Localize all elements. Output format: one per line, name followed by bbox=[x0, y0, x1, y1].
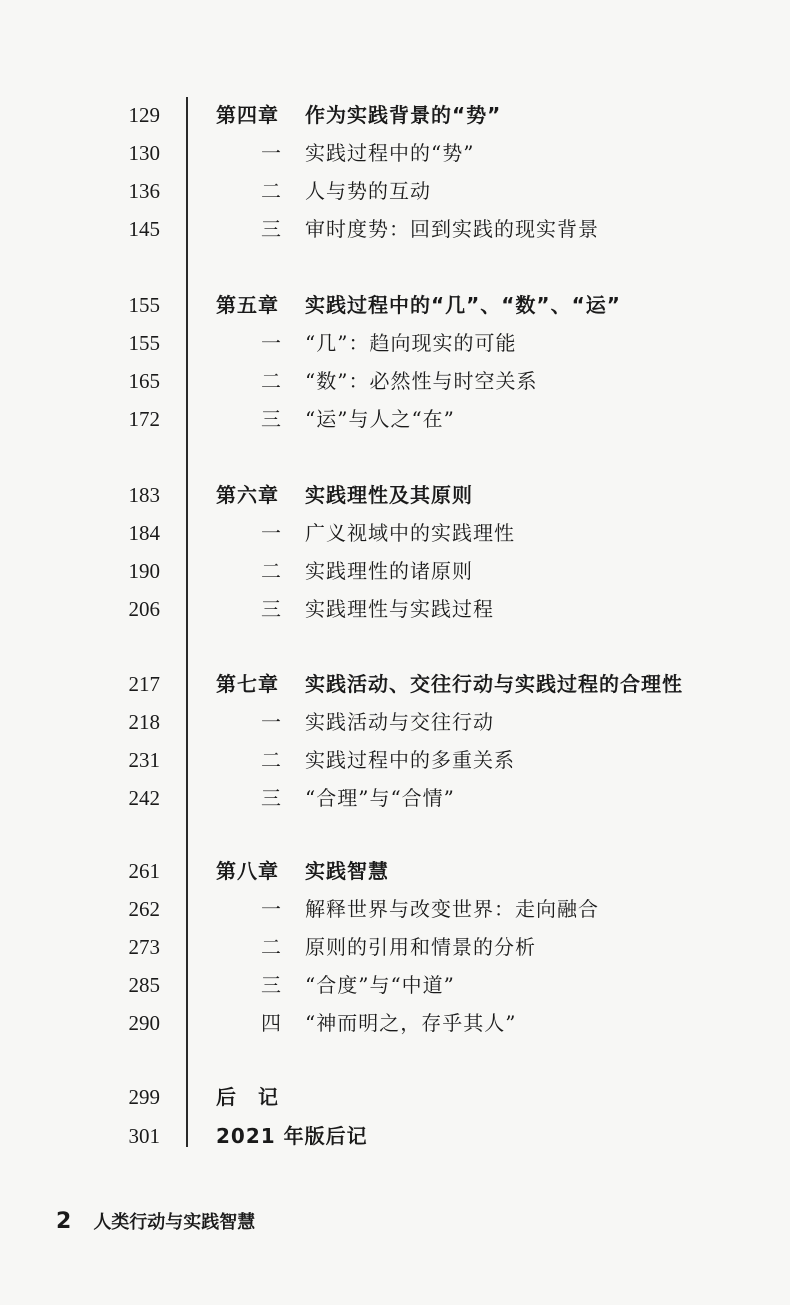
page-number: 261 bbox=[128, 859, 160, 883]
section-number: 二 bbox=[261, 935, 281, 959]
page-number: 183 bbox=[128, 483, 160, 507]
page-number: 285 bbox=[128, 973, 160, 997]
page-number: 155 bbox=[128, 331, 160, 355]
chapter-row[interactable] bbox=[0, 666, 790, 702]
section-title: 解释世界与改变世界：走向融合 bbox=[305, 897, 599, 921]
section-title: “神而明之，存乎其人” bbox=[305, 1011, 517, 1035]
section-row[interactable] bbox=[0, 401, 790, 437]
section-title: “数”：必然性与时空关系 bbox=[305, 369, 538, 393]
section-row[interactable] bbox=[0, 173, 790, 209]
section-number: 三 bbox=[261, 597, 281, 621]
section-title: 人与势的互动 bbox=[305, 179, 431, 203]
section-title: 实践过程中的“势” bbox=[305, 141, 475, 165]
section-number: 三 bbox=[261, 786, 281, 810]
page-number: 218 bbox=[128, 710, 160, 734]
chapter-label: 第八章 bbox=[216, 859, 279, 883]
section-number: 三 bbox=[261, 973, 281, 997]
section-title: 广义视域中的实践理性 bbox=[305, 521, 515, 545]
section-number: 二 bbox=[261, 369, 281, 393]
endmatter-row[interactable] bbox=[0, 1118, 790, 1154]
chapter-row[interactable] bbox=[0, 853, 790, 889]
page-number: 190 bbox=[128, 559, 160, 583]
section-title: “几”：趋向现实的可能 bbox=[305, 331, 517, 355]
section-number: 一 bbox=[261, 141, 281, 165]
chapter-label: 第七章 bbox=[216, 672, 279, 696]
section-number: 一 bbox=[261, 710, 281, 734]
page-number: 242 bbox=[128, 786, 160, 810]
chapter-title: 实践活动、交往行动与实践过程的合理性 bbox=[305, 672, 683, 696]
section-row[interactable] bbox=[0, 135, 790, 171]
footer-page-number: 2 bbox=[56, 1209, 72, 1234]
page-number: 301 bbox=[128, 1124, 160, 1148]
section-row[interactable] bbox=[0, 363, 790, 399]
page-footer bbox=[56, 1208, 255, 1237]
section-title: 实践过程中的多重关系 bbox=[305, 748, 515, 772]
section-title: 实践活动与交往行动 bbox=[305, 710, 494, 734]
section-number: 二 bbox=[261, 748, 281, 772]
page-number: 299 bbox=[128, 1085, 160, 1109]
section-row[interactable] bbox=[0, 325, 790, 361]
section-row[interactable] bbox=[0, 1005, 790, 1041]
chapter-row[interactable] bbox=[0, 477, 790, 513]
page-number: 231 bbox=[128, 748, 160, 772]
section-row[interactable] bbox=[0, 211, 790, 247]
page-number: 184 bbox=[128, 521, 160, 545]
section-row[interactable] bbox=[0, 591, 790, 627]
section-number: 四 bbox=[261, 1011, 281, 1035]
chapter-title: 实践理性及其原则 bbox=[305, 483, 473, 507]
chapter-row[interactable] bbox=[0, 97, 790, 133]
page-number: 206 bbox=[128, 597, 160, 621]
chapter-title: 实践过程中的“几”、“数”、“运” bbox=[305, 293, 621, 317]
section-title: 实践理性的诸原则 bbox=[305, 559, 473, 583]
page-number: 145 bbox=[128, 217, 160, 241]
chapter-label: 第四章 bbox=[216, 103, 279, 127]
page-number: 129 bbox=[128, 103, 160, 127]
section-title: 审时度势：回到实践的现实背景 bbox=[305, 217, 599, 241]
section-number: 二 bbox=[261, 179, 281, 203]
chapter-label: 第六章 bbox=[216, 483, 279, 507]
page-number: 136 bbox=[128, 179, 160, 203]
chapter-title: 作为实践背景的“势” bbox=[305, 103, 502, 127]
section-row[interactable] bbox=[0, 742, 790, 778]
section-number: 一 bbox=[261, 521, 281, 545]
section-title: “运”与人之“在” bbox=[305, 407, 455, 431]
page-number: 217 bbox=[128, 672, 160, 696]
section-title: 实践理性与实践过程 bbox=[305, 597, 494, 621]
page-number: 262 bbox=[128, 897, 160, 921]
section-row[interactable] bbox=[0, 780, 790, 816]
section-title: “合度”与“中道” bbox=[305, 973, 455, 997]
page-number: 130 bbox=[128, 141, 160, 165]
book-title: 人类行动与实践智慧 bbox=[93, 1212, 256, 1233]
page-number: 172 bbox=[128, 407, 160, 431]
section-row[interactable] bbox=[0, 704, 790, 740]
page-number: 165 bbox=[128, 369, 160, 393]
section-number: 一 bbox=[261, 331, 281, 355]
endmatter-title: 2021 年版后记 bbox=[216, 1124, 368, 1148]
section-row[interactable] bbox=[0, 929, 790, 965]
page-number: 155 bbox=[128, 293, 160, 317]
section-number: 三 bbox=[261, 407, 281, 431]
section-row[interactable] bbox=[0, 891, 790, 927]
section-title: 原则的引用和情景的分析 bbox=[305, 935, 536, 959]
section-number: 一 bbox=[261, 897, 281, 921]
endmatter-title: 后 记 bbox=[216, 1085, 279, 1109]
section-row[interactable] bbox=[0, 553, 790, 589]
page-number: 290 bbox=[128, 1011, 160, 1035]
chapter-row[interactable] bbox=[0, 287, 790, 323]
section-row[interactable] bbox=[0, 515, 790, 551]
section-title: “合理”与“合情” bbox=[305, 786, 455, 810]
section-number: 三 bbox=[261, 217, 281, 241]
section-number: 二 bbox=[261, 559, 281, 583]
chapter-label: 第五章 bbox=[216, 293, 279, 317]
chapter-title: 实践智慧 bbox=[305, 859, 389, 883]
section-row[interactable] bbox=[0, 967, 790, 1003]
page-number: 273 bbox=[128, 935, 160, 959]
endmatter-row[interactable] bbox=[0, 1079, 790, 1115]
